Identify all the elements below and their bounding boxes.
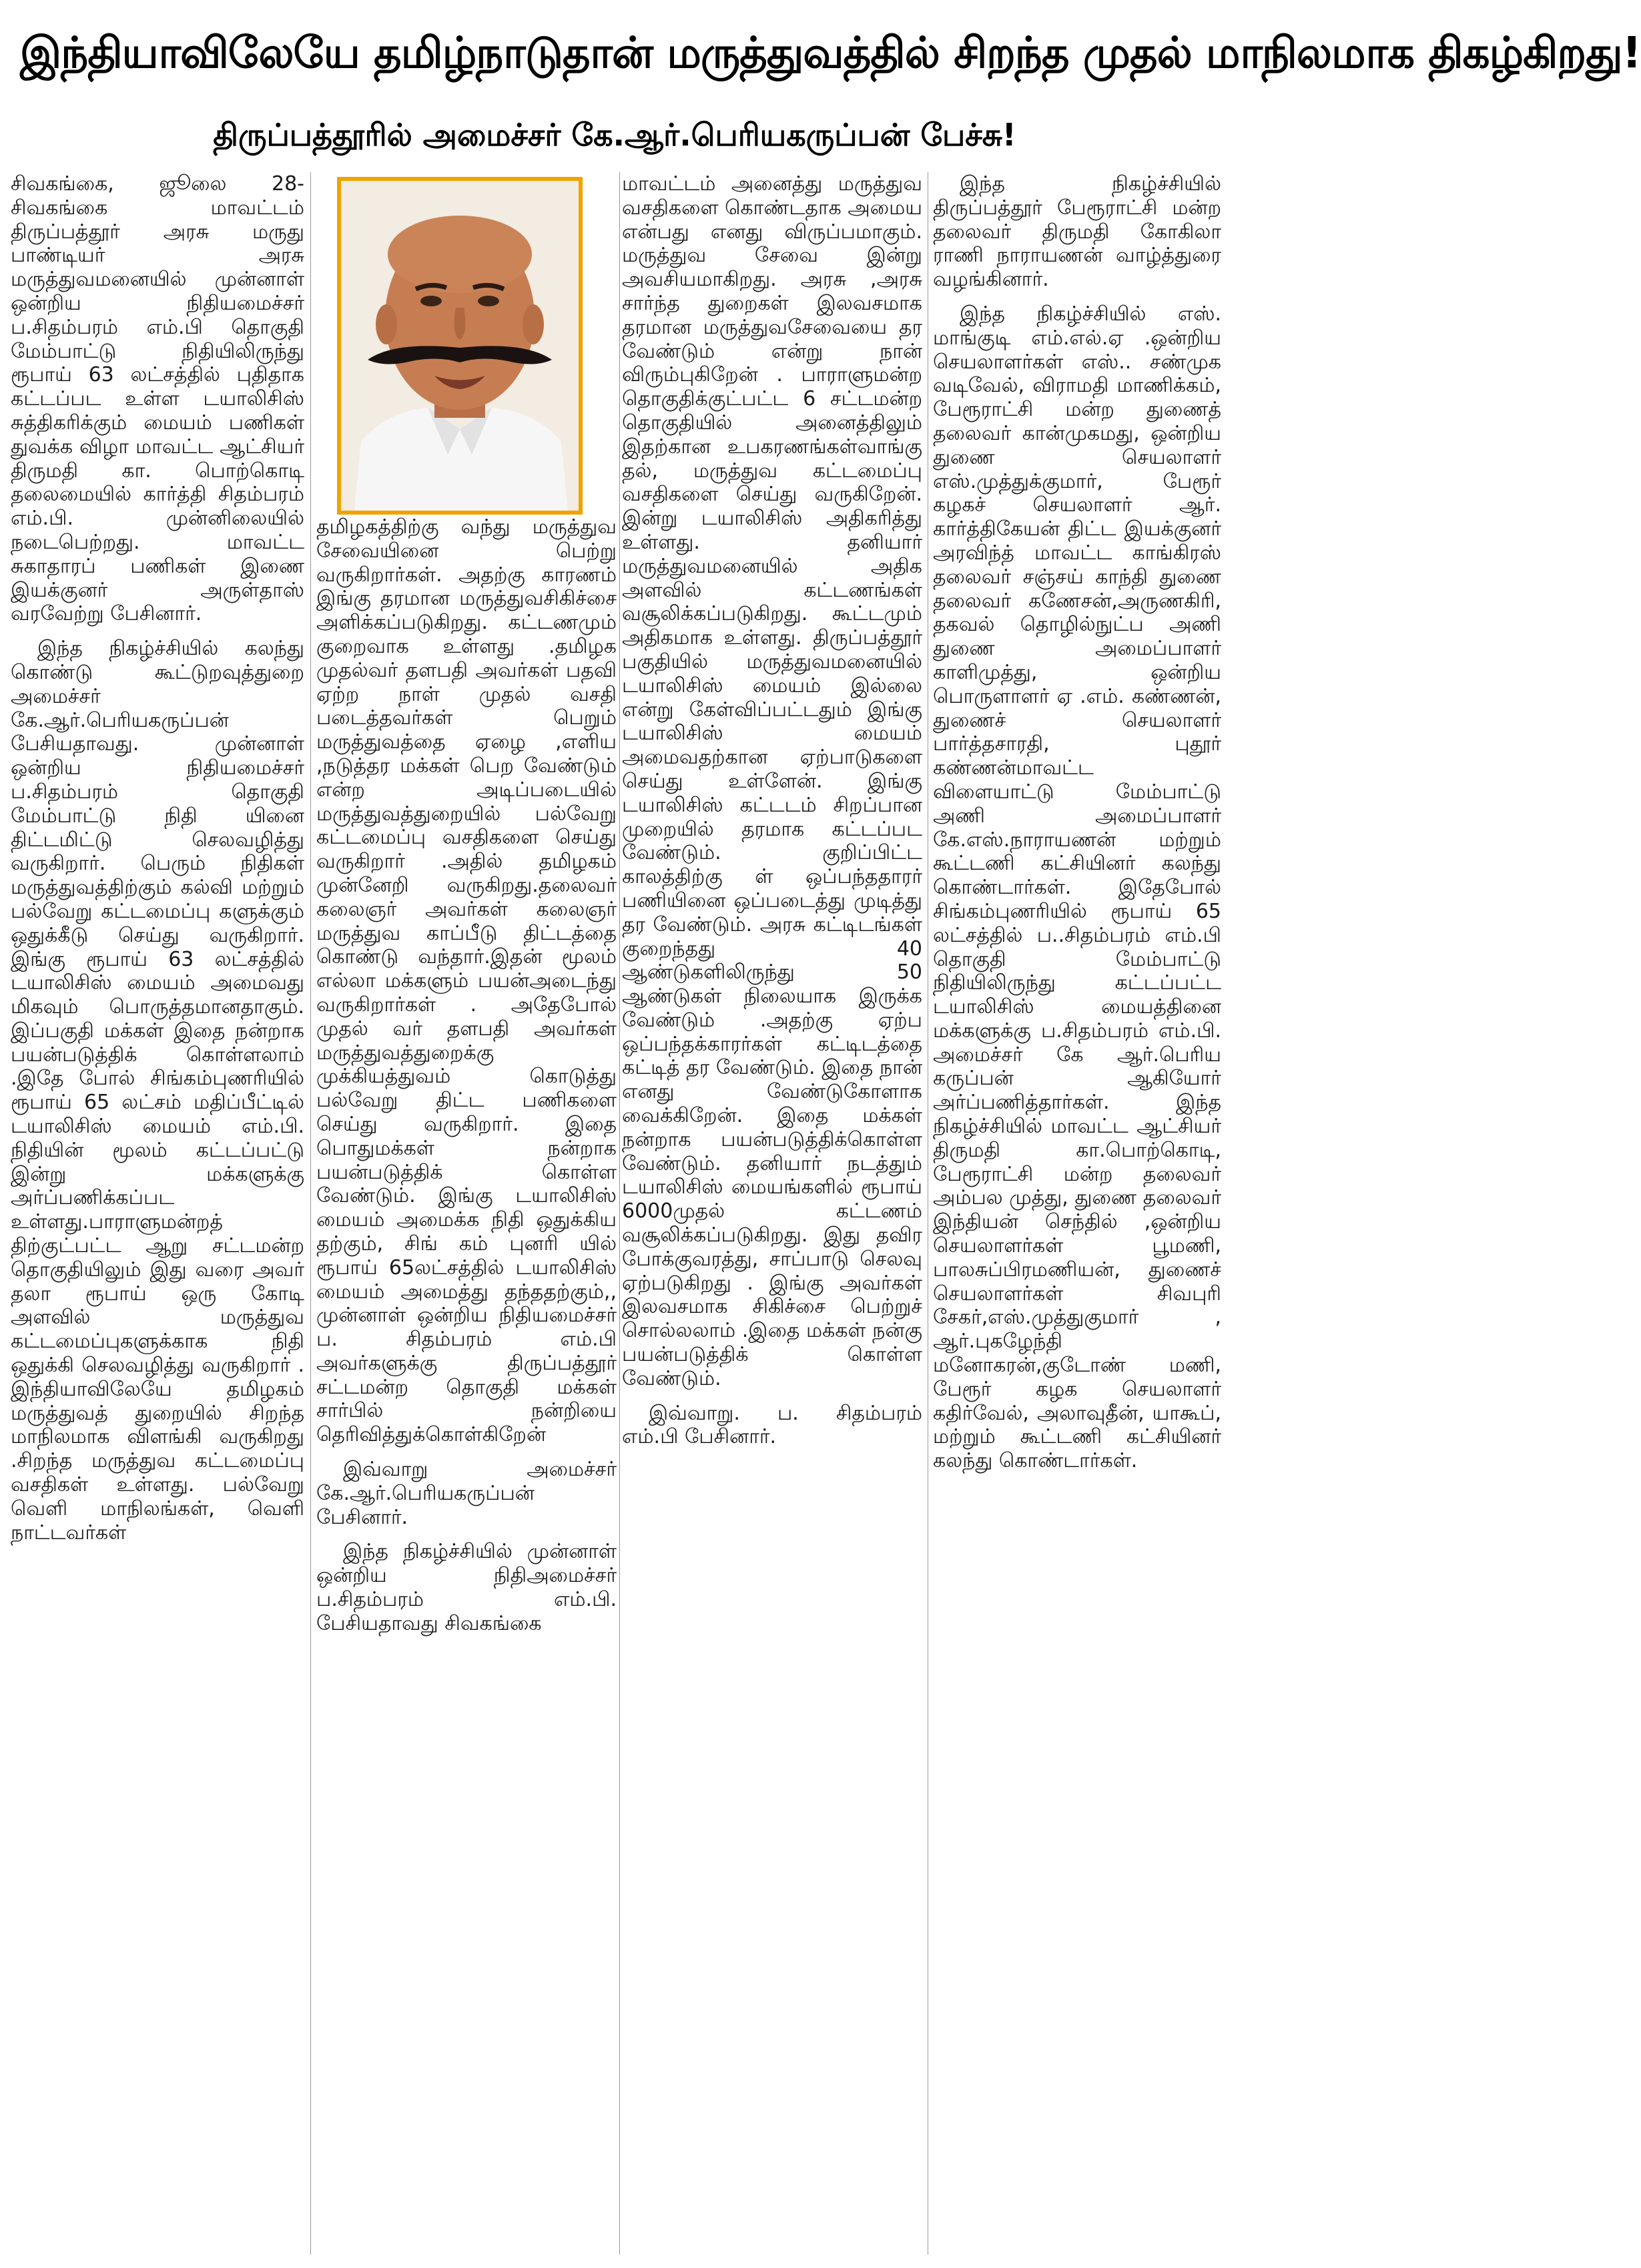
paragraph: இந்த நிகழ்ச்சியில் கலந்து கொண்டு கூட்டுறவுத்துறை அமைச்சர் கே.ஆர்.பெரியகருப்பன் பேசியதாவது. முன்னாள் ஒன்றிய நிதியமைச்சர் ப.சிதம்பரம் தொகுதி மேம்பாட்டு நிதி யினை திட்டமிட்டு செலவழித்து வருகிறார். பெரும் நிதிகள் மருத்துவத்திற்கும் கல்வி மற்றும் பல்வேறு கட்டமைப்பு களுக்கும் ஒதுக்கீடு செய்து வருகிறார். இங்கு ரூபாய் 63 லட்சத்தில் டயாலிசிஸ் மையம் அமைவது மிகவும் பொருத்தமானதாகும். இப்பகுதி மக்கள் இதை நன்றாக பயன்படுத்திக் கொள்ளலாம் .இதே போல் சிங்கம்புணரியில் ரூபாய் 65 லட்சம் மதிப்பீட்டில் டயாலிசிஸ் மையம் எம்.பி. நிதியின் மூலம் கட்டப்பட்டு இன்று மக்களுக்கு அர்ப்பணிக்கப்பட உள்ளது.பாராளுமன்றத் திற்குட்பட்ட ஆறு சட்டமன்ற தொகுதியிலும் இது வரை அவர் தலா ரூபாய் ஒரு கோடி அளவில் மருத்துவ கட்டமைப்புகளுக்காக நிதி ஒதுக்கி செலவழித்து வருகிறார் . இந்தியாவிலேயே தமிழகம் மருத்துவத் துறையில் சிறந்த மாநிலமாக விளங்கி வருகிறது .சிறந்த மருத்துவ கட்டமைப்பு வசதிகள் உள்ளது. பல்வேறு வெளி மாநிலங்கள், வெளி நாட்டவர்கள் xyxy=(11,637,304,1544)
paragraph: இவ்வாறு. ப. சிதம்பரம் எம்.பி பேசினார். xyxy=(622,1401,922,1449)
paragraph: இந்த நிகழ்ச்சியில் எஸ். மாங்குடி எம்.எல்.ஏ .ஒன்றிய செயலாளர்கள் எஸ்.. சண்முக வடிவேல், விராமதி மாணிக்கம், பேரூராட்சி மன்ற துணைத் தலைவர் கான்முகமது, ஒன்றிய துணை செயலாளர் எஸ்.முத்துக்குமார், பேரூர் கழகச் செயலாளர் ஆர். கார்த்திகேயன் திட்ட இயக்குனர் அரவிந்த் மாவட்ட காங்கிரஸ் தலைவர் சஞ்சய் காந்தி துணை தலைவர் கணேசன்,அருணகிரி, தகவல் தொழில்நுட்ப அணி துணை அமைப்பாளர் காளிமுத்து, ஒன்றிய பொருளாளர் ஏ .எம். கண்ணன், துணைச் செயலாளர் பார்த்தசாரதி, புதூர் கண்ணன்மாவட்ட விளையாட்டு மேம்பாட்டு அணி அமைப்பாளர் கே.எஸ்.நாராயணன் மற்றும் கூட்டணி கட்சியினர் கலந்து கொண்டார்கள். இதேபோல் சிங்கம்புணரியில் ரூபாய் 65 லட்சத்தில் ப..சிதம்பரம் எம்.பி தொகுதி மேம்பாட்டு நிதியிலிருந்து கட்டப்பட்ட டயாலிசிஸ் மையத்தினை மக்களுக்கு ப.சிதம்பரம் எம்.பி. அமைச்சர் கே ஆர்.பெரிய கருப்பன் ஆகியோர் அர்ப்பணித்தார்கள். இந்த நிகழ்ச்சியில் மாவட்ட ஆட்சியர் திருமதி கா.பொற்கொடி, பேரூராட்சி மன்ற தலைவர் அம்பல முத்து, துணை தலைவர் இந்தியன் செந்தில் ,ஒன்றிய செயலாளர்கள் பூமணி, பாலசுப்பிரமணியன், துணைச் செயலாளர்கள் சிவபுரி சேகர்,எஸ்.முத்துகுமார் , ஆர்.புகழேந்தி மனோகரன்,குடோண் மணி, பேரூர் கழக செயலாளர் கதிர்வேல், அலாவுதீன், யாகூப், மற்றும் கூட்டணி கட்சியினர் கலந்து கொண்டார்கள். xyxy=(933,302,1221,1473)
article-column-4 xyxy=(933,172,1221,2261)
paragraph: இந்த நிகழ்ச்சியில் திருப்பத்தூர் பேரூராட்சி மன்ற தலைவர் திருமதி கோகிலா ராணி நாராயணன் வாழ்த்துரை வழங்கினார். xyxy=(933,172,1221,292)
paragraph: தமிழகத்திற்கு வந்து மருத்துவ சேவையினை பெற்று வருகிறார்கள். அதற்கு காரணம் இங்கு தரமான மருத்துவசிகிச்சை அளிக்கப்படுகிறது. கட்டணமும் குறைவாக உள்ளது .தமிழக முதல்வர் தளபதி அவர்கள் பதவி ஏற்ற நாள் முதல் வசதி படைத்தவர்கள் பெறும் மருத்துவத்தை ஏழை ,எளிய ,நடுத்தர மக்கள் பெற வேண்டும் என்ற அடிப்படையில் மருத்துவத்துறையில் பல்வேறு கட்டமைப்பு வசதிகளை செய்து வருகிறார் .அதில் தமிழகம் முன்னேறி வருகிறது.தலைவர் கலைஞர் அவர்கள் கலைஞர் மருத்துவ காப்பீடு திட்டத்தை கொண்டு வந்தார்.இதன் மூலம் எல்லா மக்களும் பயன்அடைந்து வருகிறார்கள் . அதேபோல் முதல் வர் தளபதி அவர்கள் மருத்துவத்துறைக்கு முக்கியத்துவம் கொடுத்து பல்வேறு திட்ட பணிகளை செய்து வருகிறார். இதை பொதுமக்கள் நன்றாக பயன்படுத்திக் கொள்ள வேண்டும். இங்கு டயாலிசிஸ் மையம் அமைக்க நிதி ஒதுக்கிய தற்கும், சிங் கம் புனரி யில் ரூபாய் 65லட்சத்தில் டயாலிசிஸ் மையம் அமைத்து தந்ததற்கும்,, முன்னாள் ஒன்றிய நிதியமைச்சர் ப. சிதம்பரம் எம்.பி அவர்களுக்கு திருப்பத்தூர் சட்டமன்ற தொகுதி மக்கள் சார்பில் நன்றியை தெரிவித்துக்கொள்கிறேன் xyxy=(316,515,617,1447)
paragraph: இவ்வாறு அமைச்சர் கே.ஆர்.பெரியகருப்பன் பேசினார். xyxy=(316,1458,617,1529)
paragraph: இந்த நிகழ்ச்சியில் முன்னாள் ஒன்றிய நிதிஅமைச்சர் ப.சிதம்பரம் எம்.பி. பேசியதாவது சிவகங்கை xyxy=(316,1540,617,1635)
article-column-3 xyxy=(622,172,922,2261)
paragraph: மாவட்டம் அனைத்து மருத்துவ வசதிகளை கொண்டதாக அமைய என்பது எனது விருப்பமாகும். மருத்துவ சேவை இன்று அவசியமாகிறது. அரசு ,அரசு சார்ந்த துறைகள் இலவசமாக தரமான மருத்துவசேவையை தர வேண்டும் என்று நான் விரும்புகிறேன் . பாராளுமன்ற தொகுதிக்குட்பட்ட 6 சட்டமன்ற தொகுதியில் அனைத்திலும் இதற்கான உபகரணங்கள்வாங்கு தல், மருத்துவ கட்டமைப்பு வசதிகளை செய்து வருகிறேன். இன்று டயாலிசிஸ் அதிகரித்து உள்ளது. தனியார் மருத்துவமனையில் அதிக அளவில் கட்டணங்கள் வசூலிக்கப்படுகிறது. கூட்டமும் அதிகமாக உள்ளது. திருப்பத்தூர் பகுதியில் மருத்துவமனையில் டயாலிசிஸ் மையம் இல்லை என்று கேள்விப்பட்டதும் இங்கு டயாலிசிஸ் மையம் அமைவதற்கான ஏற்பாடுகளை செய்து உள்ளேன். இங்கு டயாலிசிஸ் கட்டடம் சிறப்பான முறையில் தரமாக கட்டப்பட வேண்டும். குறிப்பிட்ட காலத்திற்கு ள் ஒப்பந்ததாரர் பணியினை ஒப்படைத்து முடித்து தர வேண்டும். அரசு கட்டிடங்கள் குறைந்தது 40 ஆண்டுகளிலிருந்து 50 ஆண்டுகள் நிலையாக இருக்க வேண்டும் .அதற்கு ஏற்ப ஒப்பந்தக்காரர்கள் கட்டிடத்தை கட்டித் தர வேண்டும். இதை நான் எனது வேண்டுகோளாக வைக்கிறேன். இதை மக்கள் நன்றாக பயன்படுத்திக்கொள்ள வேண்டும். தனியார் நடத்தும் டயாலிசிஸ் மையங்களில் ரூபாய் 6000முதல் கட்டணம் வசூலிக்கப்படுகிறது. இது தவிர போக்குவரத்து, சாப்பாடு செலவு ஏற்படுகிறது . இங்கு அவர்கள் இலவசமாக சிகிச்சை பெற்றுச் சொல்லலாம் .இதை மக்கள் நன்கு பயன்படுத்திக் கொள்ள வேண்டும். xyxy=(622,172,922,1390)
column-divider xyxy=(310,172,311,2255)
article-column-2 xyxy=(316,515,617,2261)
article-column-1 xyxy=(11,172,304,2261)
minister-portrait-photo xyxy=(337,177,583,515)
headline: இந்தியாவிலேயே தமிழ்நாடுதான் மருத்துவத்தில் சிறந்த முதல் மாநிலமாக திகழ்கிறது! xyxy=(20,29,1641,78)
subheadline: திருப்பத்தூரில் அமைச்சர் கே.ஆர்.பெரியகருப்பன் பேச்சு! xyxy=(213,117,1016,153)
paragraph: சிவகங்கை, ஜூலை 28-சிவகங்கை மாவட்டம் திருப்பத்தூர் அரசு மருது பாண்டியர் அரசு மருத்துவமனையில் முன்னாள் ஒன்றிய நிதியமைச்சர் ப.சிதம்பரம் எம்.பி தொகுதி மேம்பாட்டு நிதியிலிருந்து ரூபாய் 63 லட்சத்தில் புதிதாக கட்டப்பட உள்ள டயாலிசிஸ் சுத்திகரிக்கும் மையம் பணிகள் துவக்க விழா மாவட்ட ஆட்சியர் திருமதி கா. பொற்கொடி தலைமையில் கார்த்தி சிதம்பரம் எம்.பி. முன்னிலையில் நடைபெற்றது. மாவட்ட சுகாதாரப் பணிகள் இணை இயக்குனர் அருள்தாஸ் வரவேற்று பேசினார். xyxy=(11,172,304,626)
column-divider xyxy=(619,172,620,2255)
